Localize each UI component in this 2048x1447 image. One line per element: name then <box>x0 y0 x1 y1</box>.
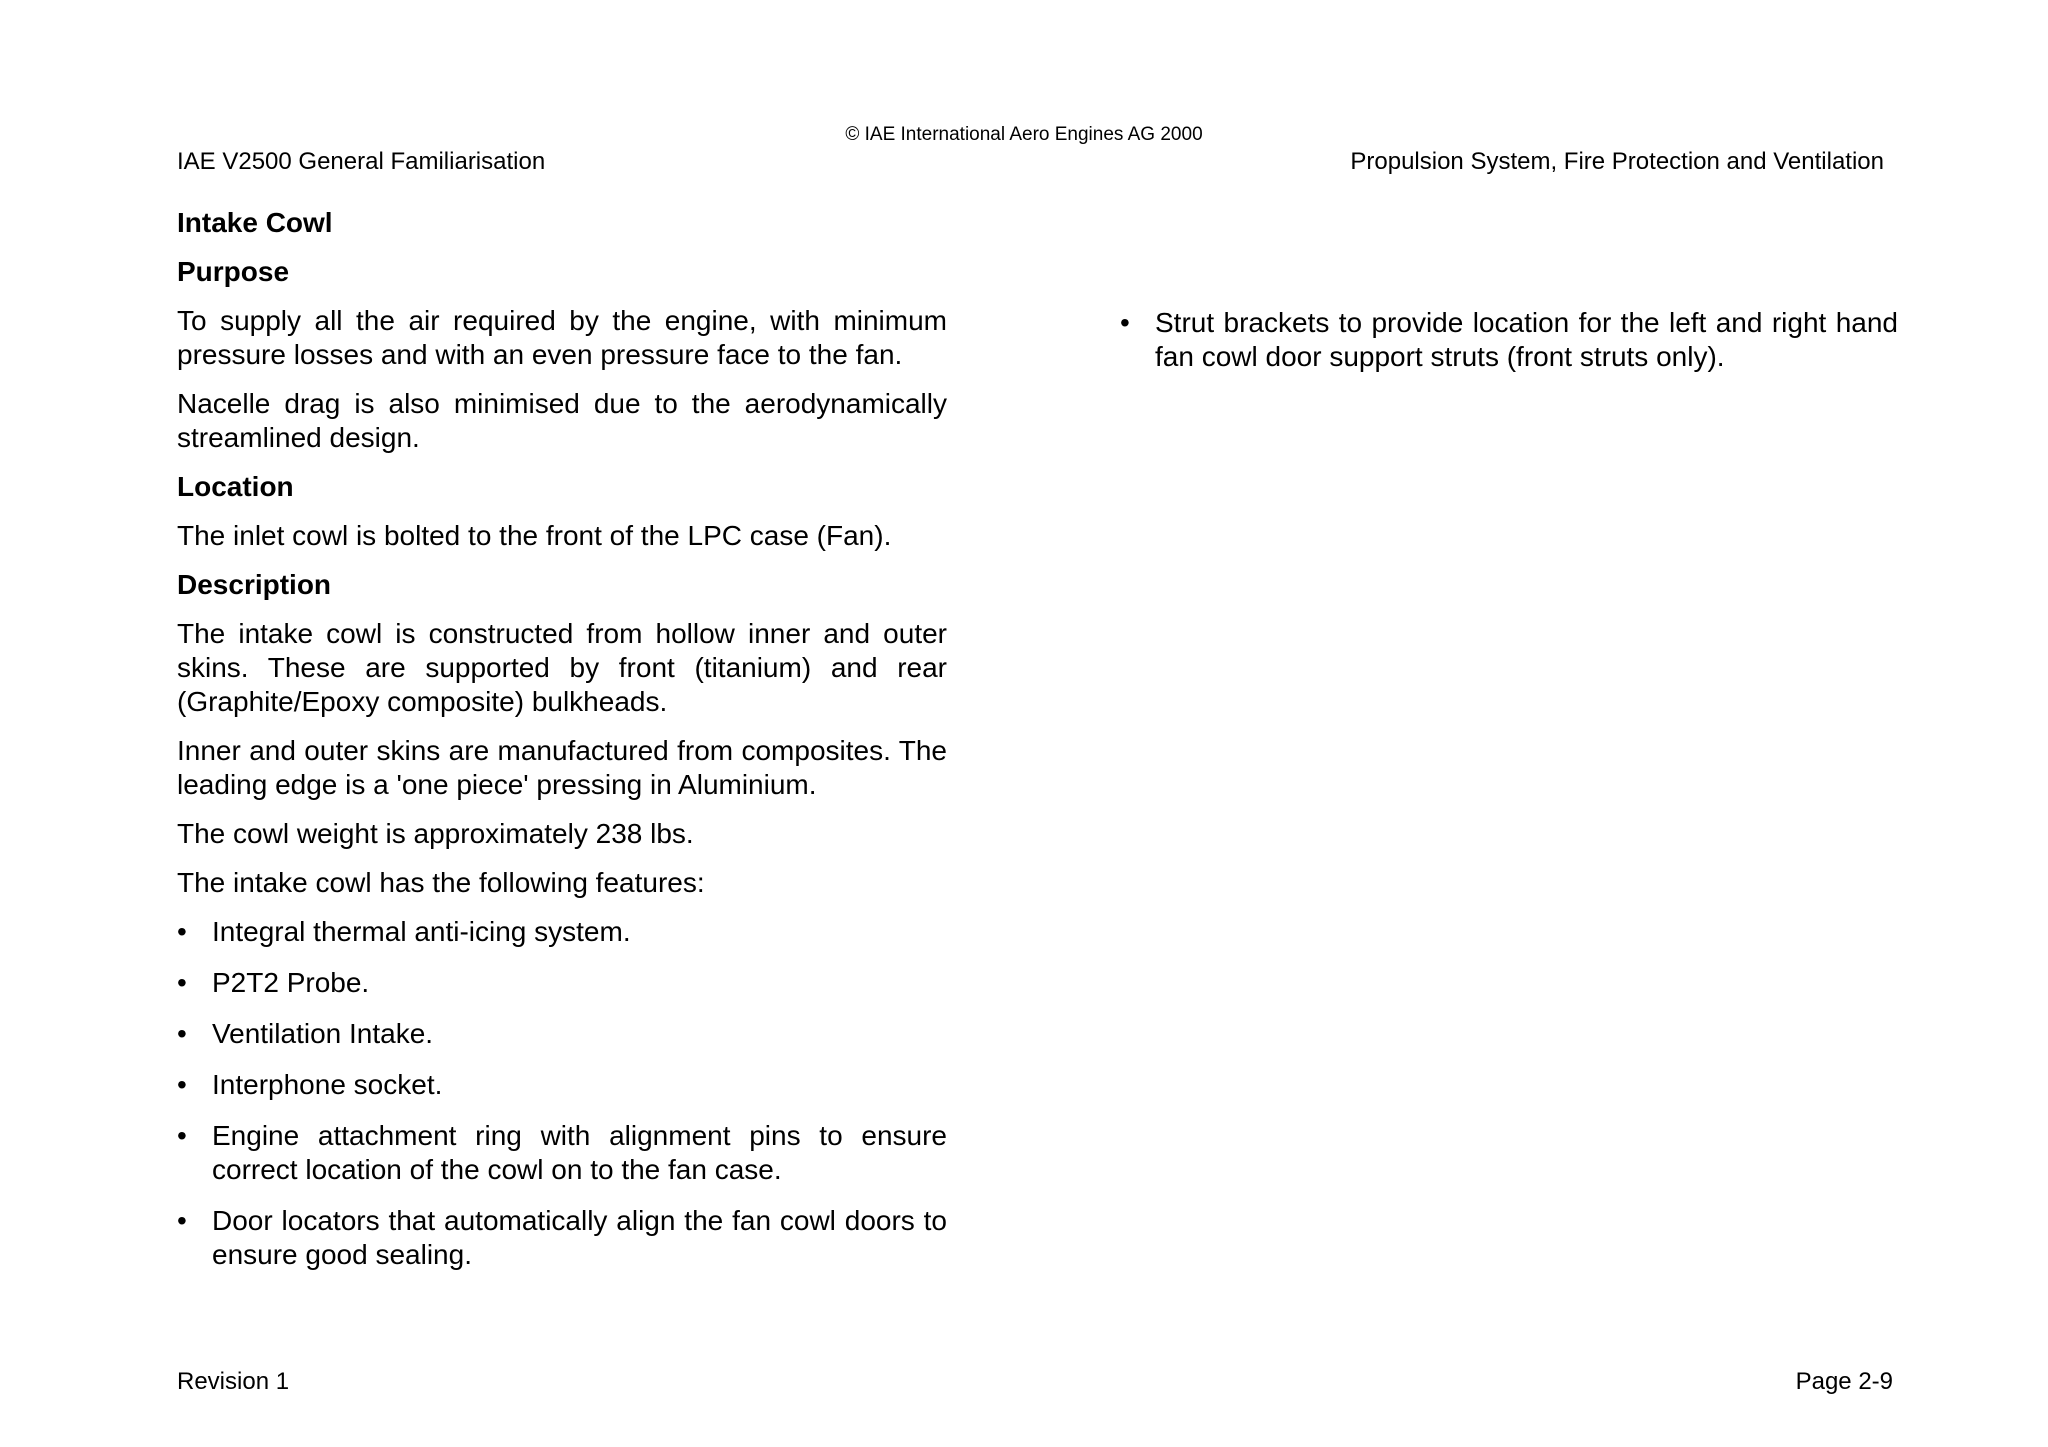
bullet-icon: • <box>177 1069 187 1100</box>
bullet-icon: • <box>177 1205 187 1236</box>
description-heading: Description <box>177 569 332 600</box>
list-item <box>177 1068 947 1102</box>
feature-text: Strut brackets to provide location for the left and right hand fan cowl door support struts (front struts only). <box>1155 307 1898 372</box>
header-chapter-title: Propulsion System, Fire Protection and Ventilation <box>1350 148 1884 175</box>
bullet-icon: • <box>177 1018 187 1049</box>
features-list <box>177 915 947 1272</box>
location-paragraph: The inlet cowl is bolted to the front of the LPC case (Fan). <box>177 520 892 551</box>
list-item <box>177 1119 947 1187</box>
purpose-heading: Purpose <box>177 256 290 287</box>
copyright-notice: © IAE International Aero Engines AG 2000 <box>845 124 1203 145</box>
description-paragraph-2: Inner and outer skins are manufactured from composites. The leading edge is a 'one piece' pressing in Aluminium. <box>177 735 947 800</box>
list-item <box>1120 306 1898 374</box>
feature-text: Interphone socket. <box>212 1069 443 1100</box>
list-item <box>177 1204 947 1272</box>
bullet-icon: • <box>177 916 187 947</box>
description-paragraph-4: The intake cowl has the following features: <box>177 867 705 898</box>
right-column <box>1120 306 1898 391</box>
page-title: Intake Cowl <box>177 207 333 238</box>
purpose-paragraph-1: To supply all the air required by the engine, with minimum pressure losses and with an even pressure face to the fan. <box>177 305 947 370</box>
revision-label: Revision 1 <box>177 1368 290 1395</box>
list-item <box>177 966 947 1000</box>
list-item <box>177 915 947 949</box>
features-list-continued <box>1120 306 1898 374</box>
description-paragraph-1: The intake cowl is constructed from hollow inner and outer skins. These are supported by front (titanium) and rear (Graphite/Epoxy composite) bulkheads. <box>177 618 947 717</box>
page-number: Page 2-9 <box>1795 1368 1893 1395</box>
bullet-icon: • <box>1120 307 1130 338</box>
purpose-paragraph-2: Nacelle drag is also minimised due to the aerodynamically streamlined design. <box>177 388 947 453</box>
bullet-icon: • <box>177 967 187 998</box>
feature-text: P2T2 Probe. <box>212 967 370 998</box>
feature-text: Door locators that automatically align the fan cowl doors to ensure good sealing. <box>212 1205 947 1270</box>
list-item <box>177 1017 947 1051</box>
header-document-title: IAE V2500 General Familiarisation <box>177 148 546 175</box>
location-heading: Location <box>177 471 294 502</box>
feature-text: Engine attachment ring with alignment pins to ensure correct location of the cowl on to the fan case. <box>212 1120 947 1185</box>
feature-text: Integral thermal anti-icing system. <box>212 916 631 947</box>
bullet-icon: • <box>177 1120 187 1151</box>
left-column <box>177 206 947 1289</box>
feature-text: Ventilation Intake. <box>212 1018 434 1049</box>
description-paragraph-3: The cowl weight is approximately 238 lbs. <box>177 818 694 849</box>
